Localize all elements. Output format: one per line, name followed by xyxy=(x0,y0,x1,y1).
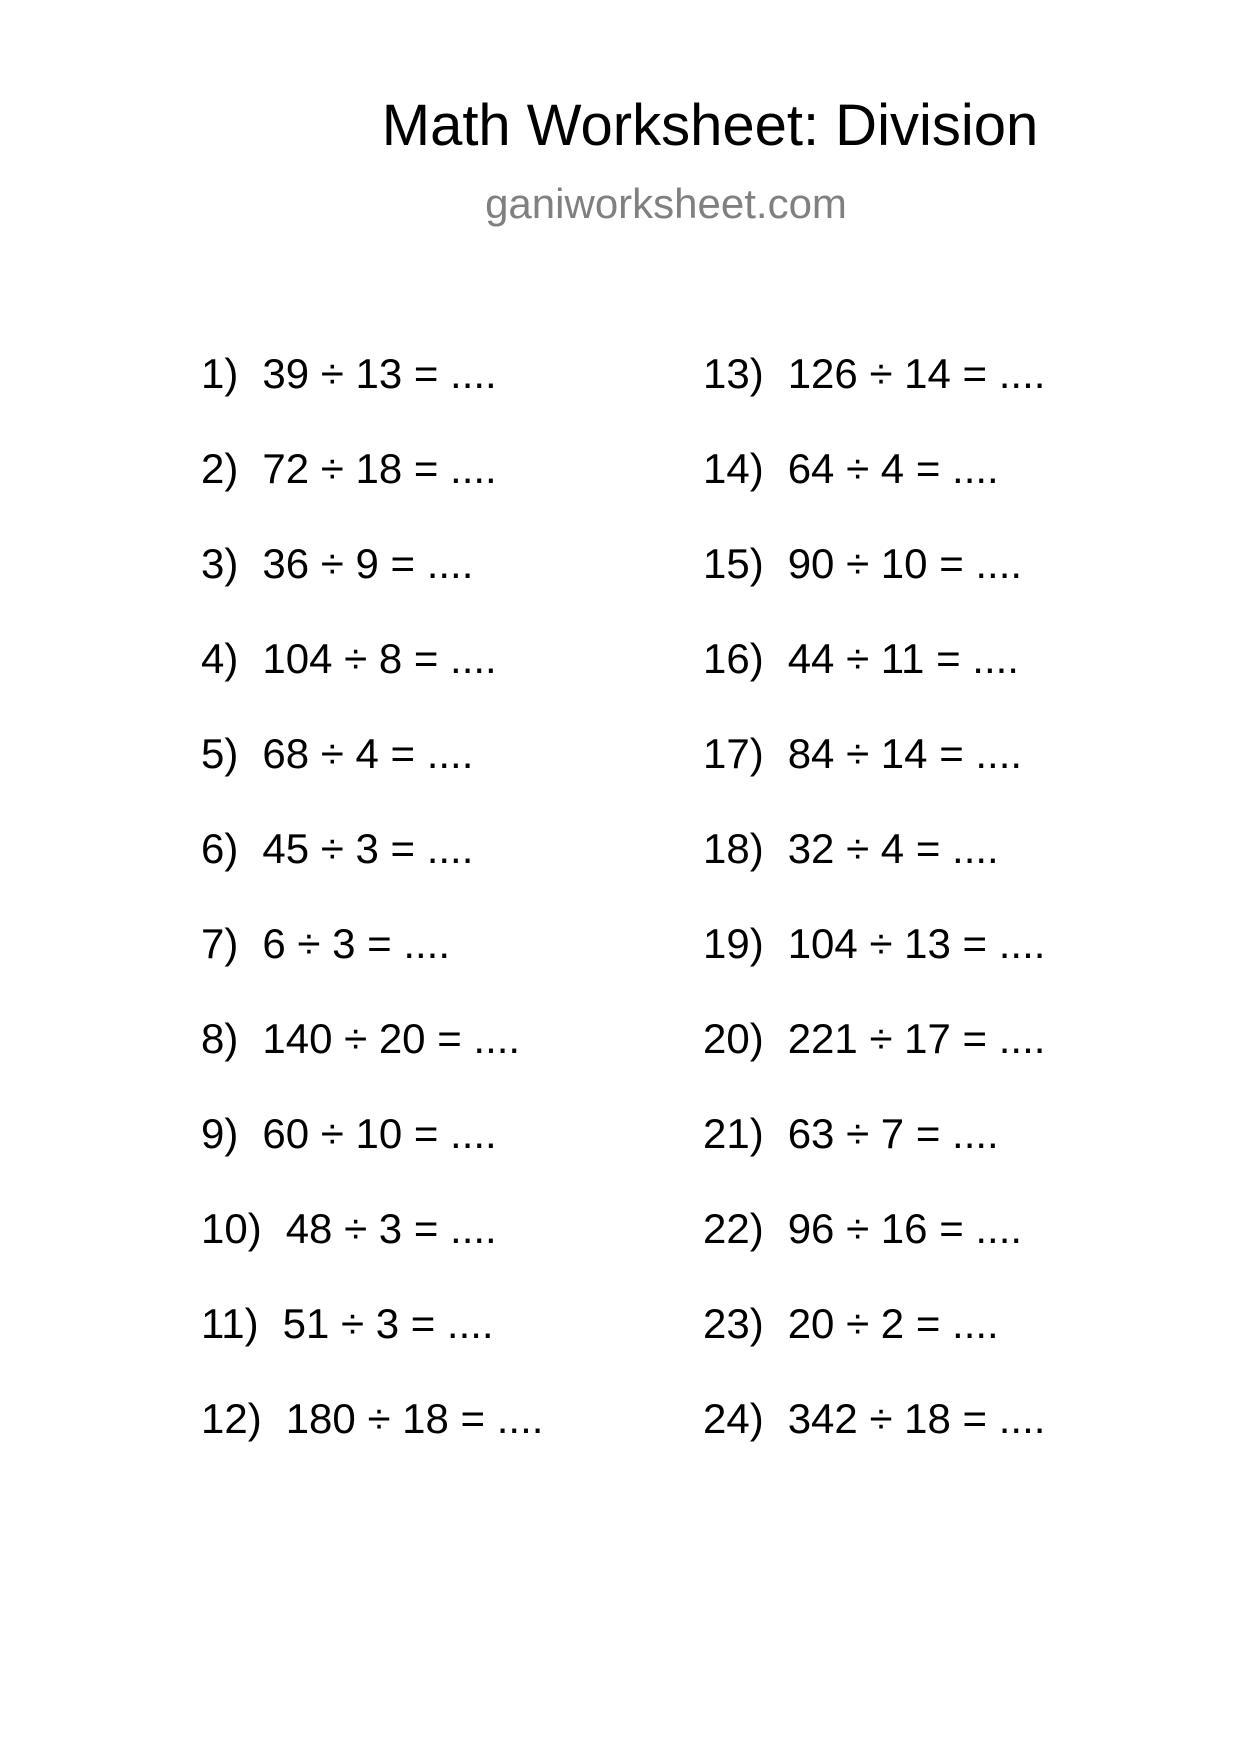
problem-number: 11) xyxy=(201,1300,259,1347)
problem-expression: 104 ÷ 8 = .... xyxy=(262,635,497,682)
problem-expression: 45 ÷ 3 = .... xyxy=(262,825,474,872)
problem-number: 22) xyxy=(703,1205,764,1252)
problem-expression: 63 ÷ 7 = .... xyxy=(787,1110,999,1157)
problem-number: 20) xyxy=(703,1015,764,1062)
problem-item xyxy=(201,1110,543,1208)
problem-expression: 60 ÷ 10 = .... xyxy=(262,1110,497,1157)
problem-item xyxy=(703,445,1045,543)
problem-number: 3) xyxy=(201,540,239,587)
problem-item xyxy=(703,825,1045,923)
problem-item xyxy=(201,730,543,828)
problem-expression: 64 ÷ 4 = .... xyxy=(787,445,999,492)
problem-item xyxy=(703,1110,1045,1208)
problem-number: 9) xyxy=(201,1110,239,1157)
problem-expression: 68 ÷ 4 = .... xyxy=(262,730,474,777)
problem-number: 24) xyxy=(703,1395,764,1442)
problem-number: 18) xyxy=(703,825,764,872)
problem-number: 23) xyxy=(703,1300,764,1347)
problem-item xyxy=(703,1300,1045,1398)
worksheet-title: Math Worksheet: Division xyxy=(381,93,1039,158)
problem-expression: 72 ÷ 18 = .... xyxy=(262,445,497,492)
problem-item xyxy=(703,920,1046,1018)
problem-item xyxy=(703,1015,1046,1113)
problem-item xyxy=(703,1395,1046,1493)
problem-number: 5) xyxy=(201,730,239,777)
problem-expression: 104 ÷ 13 = .... xyxy=(787,920,1046,967)
problem-number: 13) xyxy=(703,350,764,397)
problem-number: 8) xyxy=(201,1015,239,1062)
problem-item xyxy=(201,445,543,543)
problem-expression: 221 ÷ 17 = .... xyxy=(787,1015,1046,1062)
problem-column-right xyxy=(703,350,1046,1493)
problem-expression: 90 ÷ 10 = .... xyxy=(787,540,1023,587)
problem-item xyxy=(201,1015,543,1113)
problem-number: 14) xyxy=(703,445,764,492)
problem-expression: 180 ÷ 18 = .... xyxy=(285,1395,544,1442)
problem-expression: 51 ÷ 3 = .... xyxy=(282,1300,494,1347)
problem-item xyxy=(703,350,1046,448)
problem-expression: 6 ÷ 3 = .... xyxy=(262,920,451,967)
problem-item xyxy=(201,825,543,923)
problem-expression: 44 ÷ 11 = .... xyxy=(787,635,1019,682)
problem-number: 10) xyxy=(201,1205,262,1252)
problem-number: 12) xyxy=(201,1395,262,1442)
problem-number: 15) xyxy=(703,540,764,587)
problem-item xyxy=(201,350,543,448)
problem-expression: 36 ÷ 9 = .... xyxy=(262,540,474,587)
problem-item xyxy=(201,1395,544,1493)
problem-number: 4) xyxy=(201,635,239,682)
problem-item xyxy=(703,635,1045,733)
problem-expression: 140 ÷ 20 = .... xyxy=(262,1015,521,1062)
problem-number: 21) xyxy=(703,1110,764,1157)
problem-item xyxy=(703,1205,1045,1303)
problem-expression: 126 ÷ 14 = .... xyxy=(787,350,1046,397)
problem-expression: 342 ÷ 18 = .... xyxy=(787,1395,1046,1442)
problem-number: 16) xyxy=(703,635,764,682)
worksheet-source-url: ganiworksheet.com xyxy=(485,180,847,227)
problem-number: 6) xyxy=(201,825,239,872)
problem-item xyxy=(201,635,543,733)
problem-item xyxy=(201,1205,543,1303)
problem-expression: 39 ÷ 13 = .... xyxy=(262,350,497,397)
problem-expression: 96 ÷ 16 = .... xyxy=(787,1205,1023,1252)
problem-number: 17) xyxy=(703,730,764,777)
problem-number: 1) xyxy=(201,350,239,397)
problem-expression: 48 ÷ 3 = .... xyxy=(285,1205,497,1252)
problem-number: 19) xyxy=(703,920,764,967)
problem-item xyxy=(703,730,1045,828)
problem-expression: 84 ÷ 14 = .... xyxy=(787,730,1023,777)
problem-expression: 32 ÷ 4 = .... xyxy=(787,825,999,872)
problem-number: 2) xyxy=(201,445,239,492)
problem-expression: 20 ÷ 2 = .... xyxy=(787,1300,999,1347)
problem-item xyxy=(201,1300,543,1398)
problem-item xyxy=(703,540,1045,638)
problem-item xyxy=(201,540,543,638)
problem-number: 7) xyxy=(201,920,239,967)
problem-item xyxy=(201,920,543,1018)
problem-column-left xyxy=(201,350,544,1493)
